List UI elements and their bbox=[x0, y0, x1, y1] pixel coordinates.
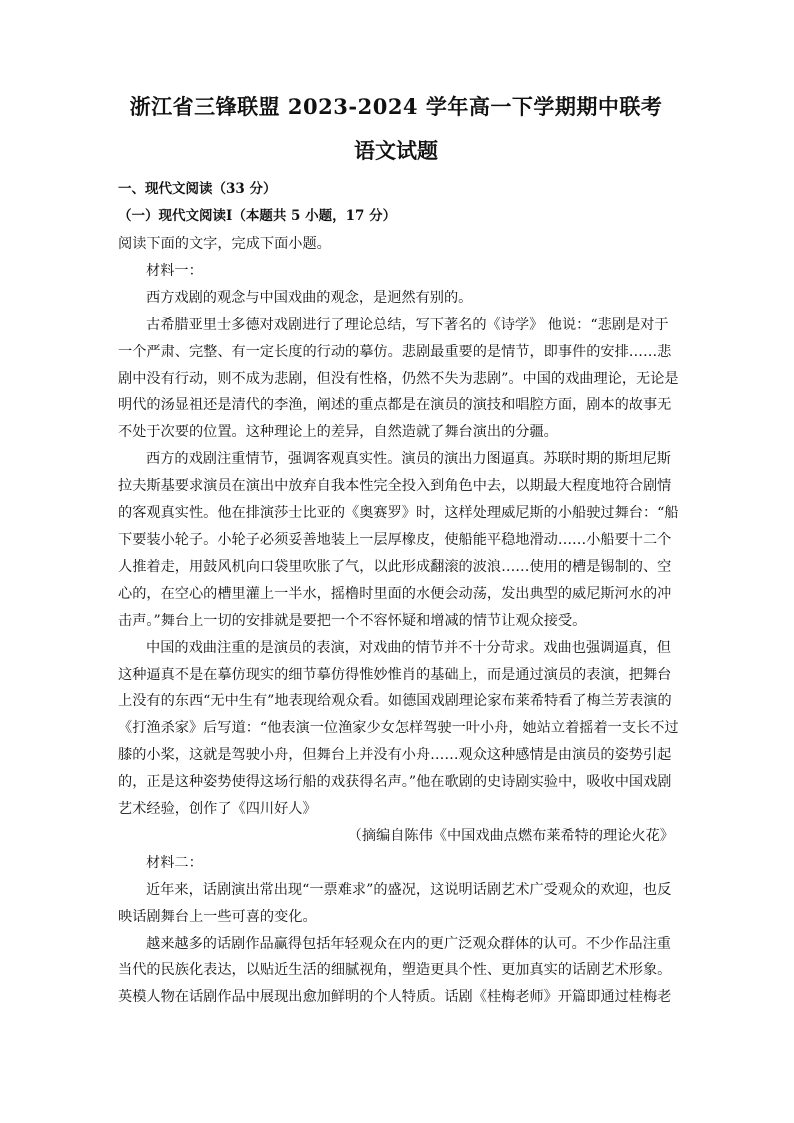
paragraph-line: 古希腊亚里士多德对戏剧进行了理论总结，写下著名的《诗学》 他说：“悲剧是对于 bbox=[146, 316, 669, 333]
paragraph-line: 明代的汤显祖还是清代的李渔，阐述的重点都是在演员的演技和唱腔方面，剧本的故事无 bbox=[118, 397, 672, 414]
paragraph-line: 西方戏剧的观念与中国戏曲的观念，是迥然有别的。 bbox=[146, 289, 473, 306]
paragraph-line: 人推着走，用鼓风机向口袋里吹胀了气，以此形成翻滚的波浪……使用的槽是锡制的、空 bbox=[118, 558, 672, 575]
paragraph-line: 上没有的东西“无中生有”地表现给观众看。如德国戏剧理论家布莱希特看了梅兰芳表演的 bbox=[118, 693, 672, 710]
paragraph-line: 当代的民族化表达，以贴近生活的细腻视角，塑造更具个性、更加真实的话剧艺术形象。 bbox=[118, 962, 672, 979]
paragraph-line: 一个严肃、完整、有一定长度的行动的摹仿。悲剧最重要的是情节，即事件的安排……悲 bbox=[118, 343, 672, 360]
material-label: 材料一： bbox=[146, 262, 203, 279]
paragraph-line: 剧中没有行动，则不成为悲剧，但没有性格，仍然不失为悲剧”。中国的戏曲理论，无论是 bbox=[118, 370, 679, 387]
source-citation: （摘编自陈伟《中国戏曲点燃布莱希特的理论火花》 bbox=[347, 827, 674, 844]
paragraph-line: 映话剧舞台上一些可喜的变化。 bbox=[118, 908, 317, 925]
section-heading: 一、现代文阅读（33 分） bbox=[118, 181, 277, 197]
paragraph-line: 击声。”舞台上一切的安排就是要把一个不容怀疑和增减的情节让观众接受。 bbox=[118, 612, 587, 629]
paragraph-line: 西方的戏剧注重情节，强调客观真实性。演员的演出力图逼真。苏联时期的斯坦尼斯 bbox=[146, 451, 671, 468]
paragraph-line: 英模人物在话剧作品中展现出愈加鲜明的个人特质。话剧《桂梅老师》开篇即通过桂梅老 bbox=[118, 989, 672, 1006]
paragraph-line: 这种逼真不是在摹仿现实的细节摹仿得惟妙惟肖的基础上，而是通过演员的表演，把舞台 bbox=[118, 666, 672, 683]
material-one-body bbox=[118, 285, 679, 823]
document-page bbox=[118, 92, 679, 1011]
material-label: 材料二： bbox=[146, 854, 203, 871]
page-subtitle: 语文试题 bbox=[354, 138, 438, 163]
paragraph-line: 越来越多的话剧作品赢得包括年轻观众在内的更广泛观众群体的认可。不少作品注重 bbox=[146, 935, 671, 952]
material-two-body bbox=[118, 877, 674, 1012]
paragraph-line: 《打渔杀家》后写道：“他表演一位渔家少女怎样驾驶一叶小舟，她站立着摇着一支长不过 bbox=[118, 720, 679, 737]
paragraph-line: 不处于次要的位置。这种理论上的差异，自然造就了舞台演出的分疆。 bbox=[118, 424, 558, 441]
paragraph-line: 的，正是这种姿势使得这场行船的戏获得名声。”他在歌剧的史诗剧实验中，吸收中国戏剧 bbox=[118, 774, 672, 791]
paragraph-line: 中国的戏曲注重的是演员的表演，对戏曲的情节并不十分苛求。戏曲也强调逼真，但 bbox=[146, 639, 671, 656]
page-title: 浙江省三锋联盟 2023-2024 学年高一下学期期中联考 bbox=[129, 94, 663, 119]
paragraph-line: 拉夫斯基要求演员在演出中放弃自我本性完全投入到角色中去，以期最大程度地符合剧情 bbox=[118, 478, 672, 495]
paragraph-line: 下要装小轮子。小轮子必须妥善地装上一层厚橡皮，使船能平稳地滑动……小船要十二个 bbox=[118, 531, 672, 548]
paragraph-line: 艺术经验，创作了《四川好人》 bbox=[118, 801, 317, 818]
paragraph-line: 膝的小桨，这就是驾驶小舟，但舞台上并没有小舟……观众这种感情是由演员的姿势引起 bbox=[118, 747, 672, 764]
paragraph-line: 的客观真实性。他在排演莎士比亚的《奥赛罗》时，这样处理威尼斯的小船驶过舞台：“船 bbox=[118, 505, 679, 522]
paragraph-line: 近年来，话剧演出常出现“一票难求”的盛况，这说明话剧艺术广受观众的欢迎，也反 bbox=[146, 881, 672, 898]
reading-instruction: 阅读下面的文字，完成下面小题。 bbox=[118, 236, 331, 252]
subsection-heading: （一）现代文阅读Ⅰ（本题共 5 小题，17 分） bbox=[118, 208, 397, 224]
paragraph-line: 心的，在空心的槽里灌上一半水，摇橹时里面的水便会动荡，发出典型的威尼斯河水的冲 bbox=[118, 585, 672, 602]
